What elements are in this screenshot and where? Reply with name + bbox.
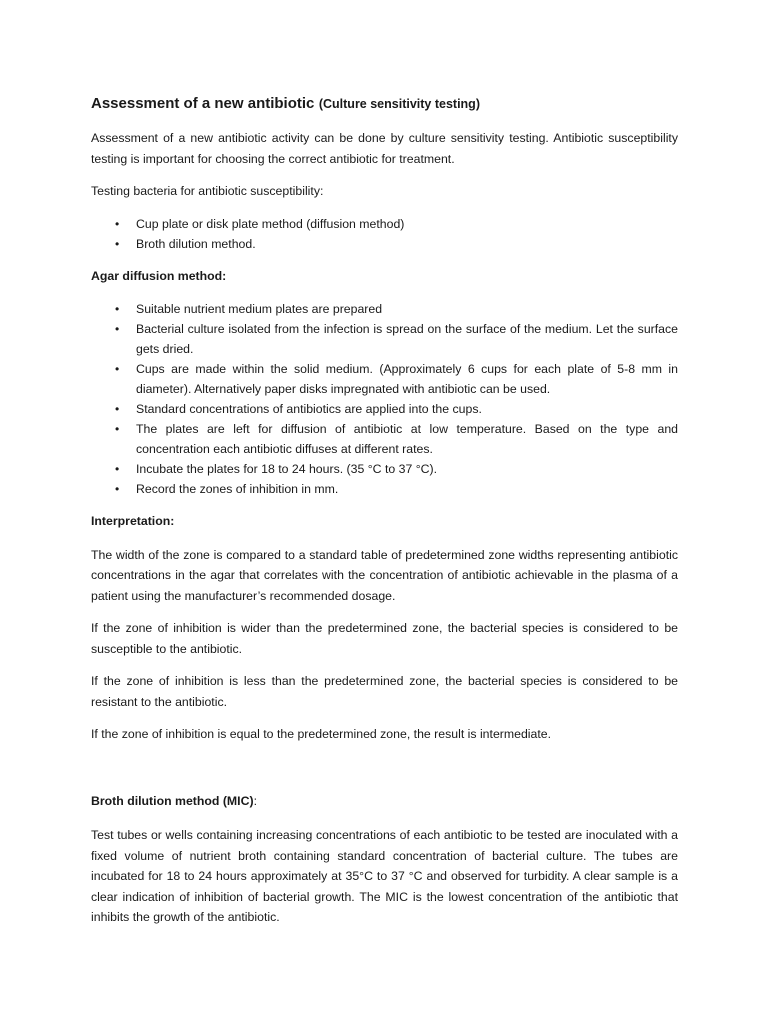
interpretation-paragraph-4: If the zone of inhibition is equal to the predetermined zone, the result is intermediate.	[91, 727, 552, 741]
interpretation-paragraph-3: If the zone of inhibition is less than the predetermined zone, the bacterial species is considered to be resistant to the antibiotic.	[91, 674, 678, 709]
interpretation-heading: Interpretation:	[91, 514, 175, 528]
bullet-icon: •	[115, 236, 120, 251]
list-item: • Suitable nutrient medium plates are prepared	[91, 299, 678, 319]
bullet-icon: •	[115, 216, 120, 231]
bullet-icon: •	[115, 422, 120, 436]
bullet-icon: •	[115, 362, 120, 376]
list-item: • Record the zones of inhibition in mm.	[91, 479, 678, 499]
list-item: • Cups are made within the solid medium. (Approximately 6 cups for each plate of 5-8 mm in diameter). Alternatively paper disks impregnated with antibiotic can be used.	[91, 359, 678, 399]
list-item: • Incubate the plates for 18 to 24 hours. (35 °C to 37 °C).	[91, 459, 678, 479]
list-item: • Cup plate or disk plate method (diffusion method)	[91, 214, 678, 234]
document-title	[91, 94, 678, 114]
bullet-icon: •	[115, 402, 120, 416]
interpretation-paragraph-1: The width of the zone is compared to a standard table of predetermined zone widths representing antibiotic concentrations in the agar that correlates with the concentration of antibiotic achievable in the plasma of a patient using the manufacturer’s recommended dosage.	[91, 547, 678, 603]
bullet-icon: •	[115, 462, 120, 476]
methods-list	[91, 214, 678, 254]
bullet-icon: •	[115, 322, 120, 336]
interpretation-paragraph-2: If the zone of inhibition is wider than the predetermined zone, the bacterial species is considered to be susceptible to the antibiotic.	[91, 621, 678, 656]
title-subtitle: (Culture sensitivity testing)	[318, 97, 480, 111]
section-spacer	[91, 757, 678, 791]
agar-steps-list	[91, 299, 678, 499]
list-item: • Bacterial culture isolated from the infection is spread on the surface of the medium. Let the surface gets dried.	[91, 319, 678, 359]
title-main: Assessment of a new antibiotic	[91, 95, 315, 112]
agar-heading: Agar diffusion method:	[91, 268, 227, 283]
bullet-icon: •	[115, 482, 120, 496]
mic-paragraph: Test tubes or wells containing increasing concentrations of each antibiotic to be tested are inoculated with a fixed volume of nutrient broth containing standard concentration of bacterial culture. The tubes are incubated for 18 to 24 hours approximately at 35°C to 37 °C and observed for turbidity. A clear sample is a clear indication of inhibition of bacterial growth. The MIC is the lowest concentration of the antibiotic that inhibits the growth of the antibiotic.	[91, 828, 678, 924]
list-item: • The plates are left for diffusion of antibiotic at low temperature. Based on the type and concentration each antibiotic diffuses at different rates.	[91, 419, 678, 459]
list-item: • Standard concentrations of antibiotics are applied into the cups.	[91, 399, 678, 419]
bullet-icon: •	[115, 302, 120, 316]
list-item: • Broth dilution method.	[91, 234, 678, 254]
mic-heading-colon: :	[253, 793, 257, 808]
testing-line: Testing bacteria for antibiotic susceptibility:	[91, 184, 324, 198]
intro-paragraph: Assessment of a new antibiotic activity can be done by culture sensitivity testing. Antibiotic susceptibility testing is important for choosing the correct antibiotic for treatment.	[91, 131, 678, 166]
mic-heading	[91, 791, 678, 812]
mic-heading-label: Broth dilution method (MIC)	[91, 793, 254, 808]
